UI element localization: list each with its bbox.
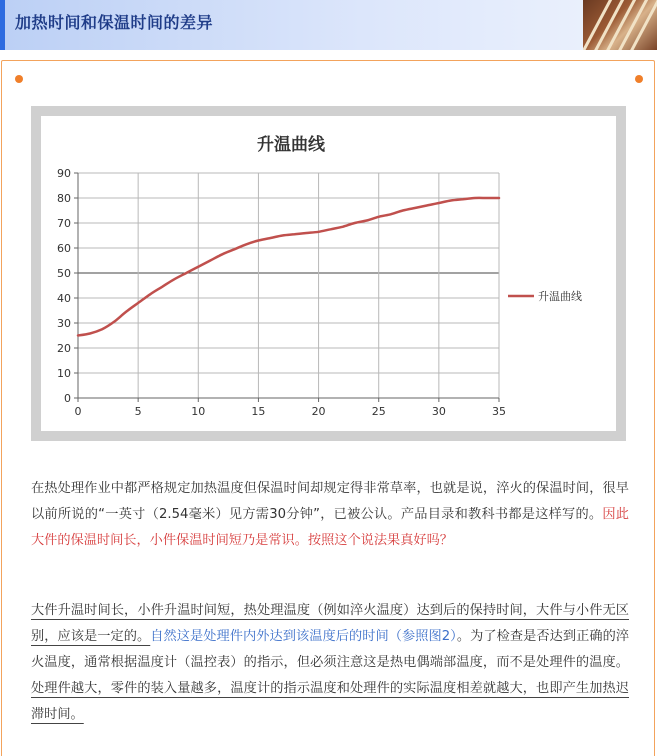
paragraph-2-underlined-1: 大件升温时间长，小件升温时间短，热处理温度（例如淬火温度）达到后的保持时间，大件与小件无区别，应该是一定的。 — [31, 603, 629, 644]
x-tick-label: 15 — [251, 405, 266, 418]
chart-title: 升温曲线 — [257, 135, 325, 155]
legend-label: 升温曲线 — [538, 290, 582, 303]
y-tick-label: 90 — [57, 167, 71, 180]
y-tick-label: 30 — [57, 317, 71, 330]
paragraph-2 — [31, 598, 629, 728]
paragraph-1-highlight: 因此大件的保温时间长，小件保温时间短乃是常识。按照这个说法果真好吗？ — [31, 507, 629, 548]
x-tick-label: 0 — [74, 405, 82, 418]
y-tick-label: 40 — [57, 292, 71, 305]
y-tick-label: 50 — [57, 267, 71, 280]
chart-frame — [31, 106, 626, 441]
x-tick-label: 10 — [191, 405, 206, 418]
y-tick-label: 20 — [57, 342, 71, 355]
y-tick-label: 0 — [64, 392, 71, 405]
corner-dot-icon — [15, 75, 23, 83]
x-tick-label: 35 — [492, 405, 506, 418]
x-tick-label: 25 — [371, 405, 386, 418]
paragraph-2-underlined-2: 处理件越大，零件的装入量越多，温度计的指示温度和处理件的实际温度相差就越大，也即产生加热迟滞时间。 — [31, 681, 629, 722]
paragraph-2-text: 。为了检查是否达到正确的淬火温度，通常根据温度计（温控表）的指示，但必须注意这是热电偶端部温度，而不是处理件的温度。 — [31, 629, 630, 670]
book-decoration — [583, 0, 657, 50]
y-tick-label: 70 — [57, 217, 71, 230]
x-tick-label: 5 — [134, 405, 142, 418]
temperature-rise-chart — [31, 106, 626, 441]
paragraph-1-text: 在热处理作业中都严格规定加热温度但保温时间却规定得非常草率，也就是说，淬火的保温时间，很早以前所说的“一英寸（2.54毫米）见方需30分钟”，已被公认。产品目录和教科书都是这样写的。 — [31, 481, 629, 522]
y-tick-label: 10 — [57, 367, 71, 380]
corner-dot-icon — [635, 75, 643, 83]
y-tick-label: 60 — [57, 242, 71, 255]
paragraph-1 — [31, 476, 629, 554]
y-tick-label: 80 — [57, 192, 71, 205]
section-header — [0, 0, 657, 50]
paragraph-2-highlight: 自然这是处理件内外达到该温度后的时间（参照图2） — [150, 629, 457, 644]
x-tick-label: 30 — [431, 405, 446, 418]
section-title: 加热时间和保温时间的差异 — [15, 13, 214, 32]
x-tick-label: 20 — [311, 405, 326, 418]
